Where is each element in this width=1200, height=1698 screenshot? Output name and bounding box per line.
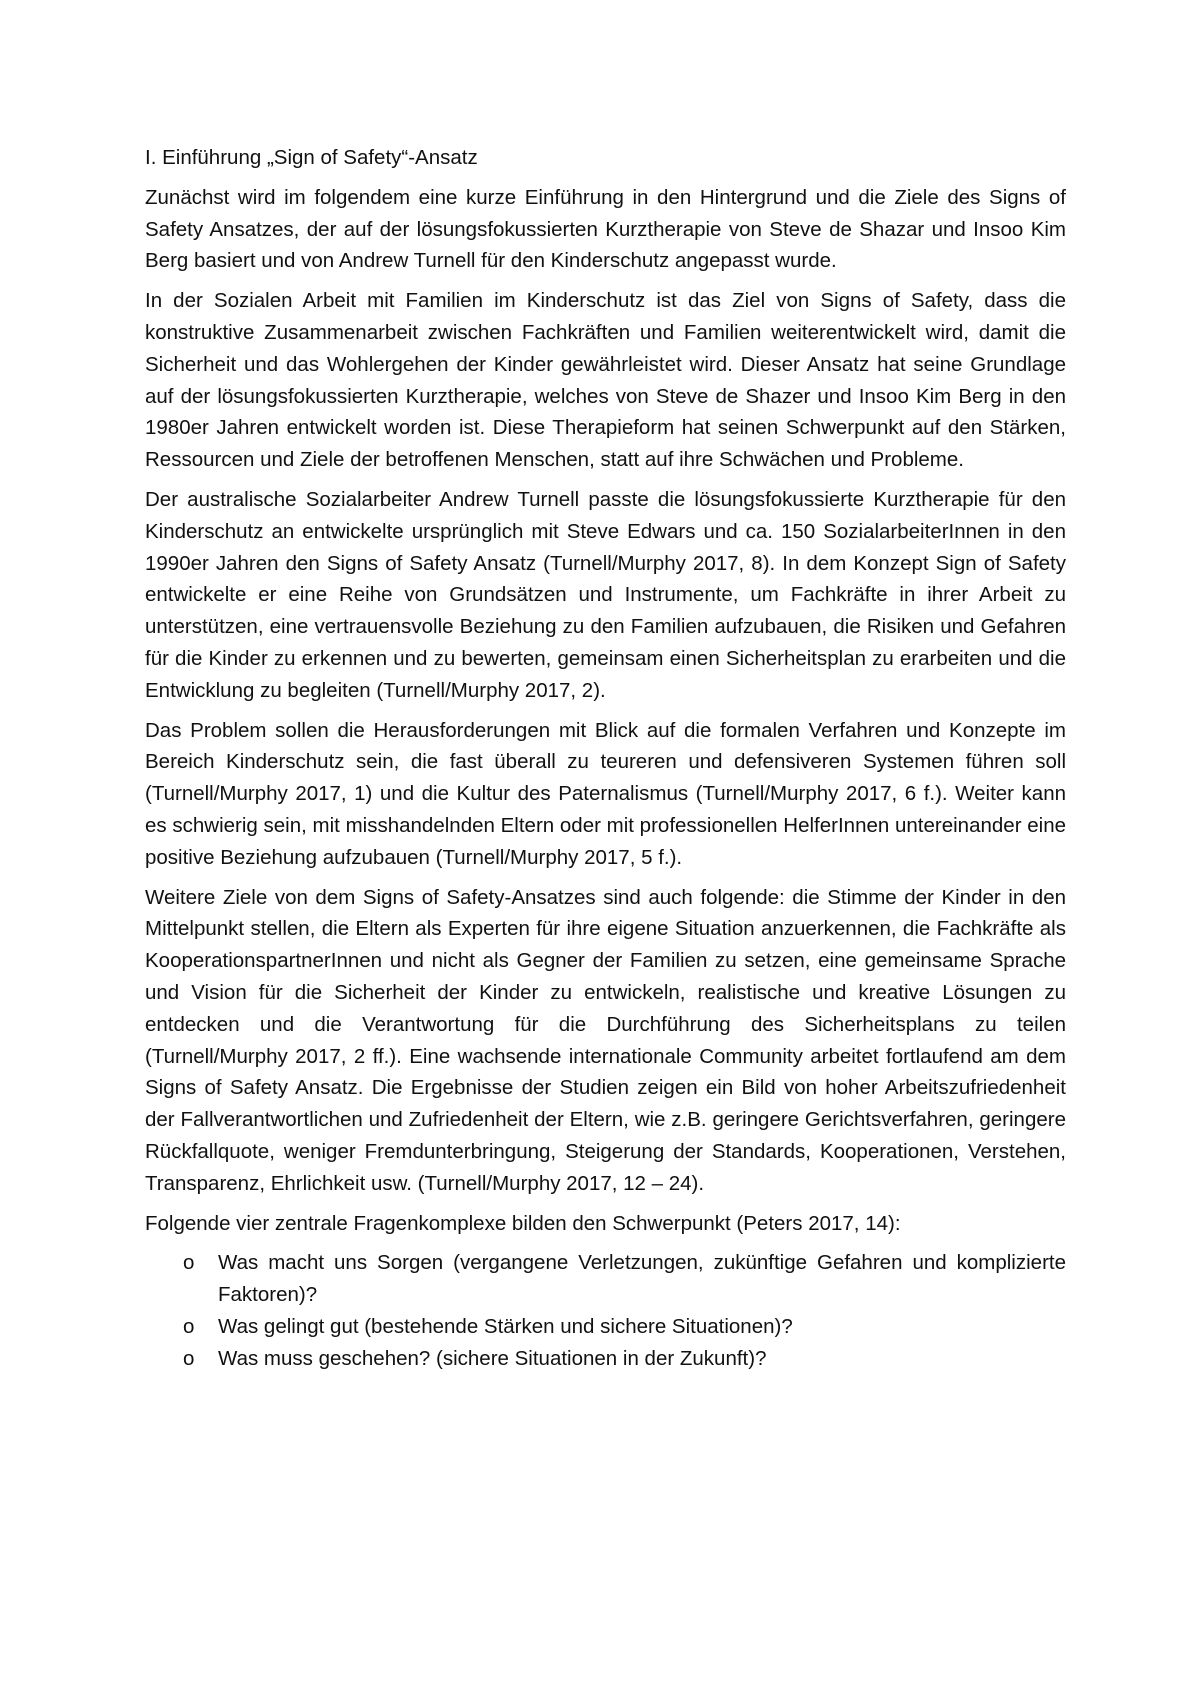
list-item-text: Was muss geschehen? (sichere Situationen in der Zukunft)? xyxy=(218,1346,767,1370)
list-item xyxy=(145,1247,1066,1311)
bullet-icon: o xyxy=(183,1314,195,1338)
paragraph-intro: Zunächst wird im folgendem eine kurze Einführung in den Hintergrund und die Ziele des Signs of Safety Ansatzes, der auf der lösungsfokussierten Kurztherapie von Steve de Shazar und Insoo Kim Berg basiert und von Andrew Turnell für den Kinderschutz angepasst wurde. xyxy=(145,185,1066,273)
list-item-text: Was macht uns Sorgen (vergangene Verletzungen, zukünftige Gefahren und komplizierte Faktoren)? xyxy=(218,1251,1066,1307)
paragraph-goal: In der Sozialen Arbeit mit Familien im Kinderschutz ist das Ziel von Signs of Safety, dass die konstruktive Zusammenarbeit zwischen Fachkräften und Familien weiterentwickelt wird, damit die Sicherheit und das Wohlergehen der Kinder gewährleistet wird. Dieser Ansatz hat seine Grundlage auf der lösungsfokussierten Kurztherapie, welches von Steve de Shazer und Insoo Kim Berg in den 1980er Jahren entwickelt worden ist. Diese Therapieform hat seinen Schwerpunkt auf den Stärken, Ressourcen und Ziele der betroffenen Menschen, statt auf ihre Schwächen und Probleme. xyxy=(145,289,1066,472)
bullet-icon: o xyxy=(183,1346,195,1370)
paragraph-questions-intro: Folgende vier zentrale Fragenkomplexe bilden den Schwerpunkt (Peters 2017, 14): xyxy=(145,1211,901,1235)
section-heading: I. Einführung „Sign of Safety“-Ansatz xyxy=(145,146,478,169)
paragraph-further-goals: Weitere Ziele von dem Signs of Safety-Ansatzes sind auch folgende: die Stimme der Kinder in den Mittelpunkt stellen, die Eltern als Experten für ihre eigene Situation anzuerkennen, die Fachkräfte als KooperationspartnerInnen und nicht als Gegner der Familien zu setzen, eine gemeinsame Sprache und Vision für die Sicherheit der Kinder zu entwickeln, realistische und kreative Lösungen zu entdecken und die Verantwortung für die Durchführung des Sicherheitsplans zu teilen (Turnell/Murphy 2017, 2 ff.). Eine wachsende internationale Community arbeitet fortlaufend am dem Signs of Safety Ansatz. Die Ergebnisse der Studien zeigen ein Bild von hoher Arbeitszufriedenheit der Fallverantwortlichen und Zufriedenheit der Eltern, wie z.B. geringere Gerichtsverfahren, geringere Rückfallquote, weniger Fremdunterbringung, Steigerung der Standards, Kooperationen, Verstehen, Transparenz, Ehrlichkeit usw. (Turnell/Murphy 2017, 12 – 24). xyxy=(145,885,1066,1195)
question-list xyxy=(145,1247,1066,1374)
paragraph-problem: Das Problem sollen die Herausforderungen mit Blick auf die formalen Verfahren und Konzepte im Bereich Kinderschutz sein, die fast überall zu teureren und defensiveren Systemen führen soll (Turnell/Murphy 2017, 1) und die Kultur des Paternalismus (Turnell/Murphy 2017, 6 f.). Weiter kann es schwierig sein, mit misshandelnden Eltern oder mit professionellen HelferInnen untereinander eine positive Beziehung aufzubauen (Turnell/Murphy 2017, 5 f.). xyxy=(145,718,1066,869)
document-page xyxy=(145,142,1066,1374)
list-item-text: Was gelingt gut (bestehende Stärken und sichere Situationen)? xyxy=(218,1314,793,1338)
paragraph-history: Der australische Sozialarbeiter Andrew Turnell passte die lösungsfokussierte Kurztherapie für den Kinderschutz an entwickelte ursprünglich mit Steve Edwars und ca. 150 SozialarbeiterInnen in den 1990er Jahren den Signs of Safety Ansatz (Turnell/Murphy 2017, 8). In dem Konzept Sign of Safety entwickelte er eine Reihe von Grundsätzen und Instrumente, um Fachkräfte in ihrer Arbeit zu unterstützen, eine vertrauensvolle Beziehung zu den Familien aufzubauen, die Risiken und Gefahren für die Kinder zu erkennen und zu bewerten, gemeinsam einen Sicherheitsplan zu erarbeiten und die Entwicklung zu begleiten (Turnell/Murphy 2017, 2). xyxy=(145,487,1066,702)
bullet-icon: o xyxy=(183,1251,195,1275)
list-item xyxy=(145,1311,1066,1343)
list-item xyxy=(145,1343,1066,1375)
